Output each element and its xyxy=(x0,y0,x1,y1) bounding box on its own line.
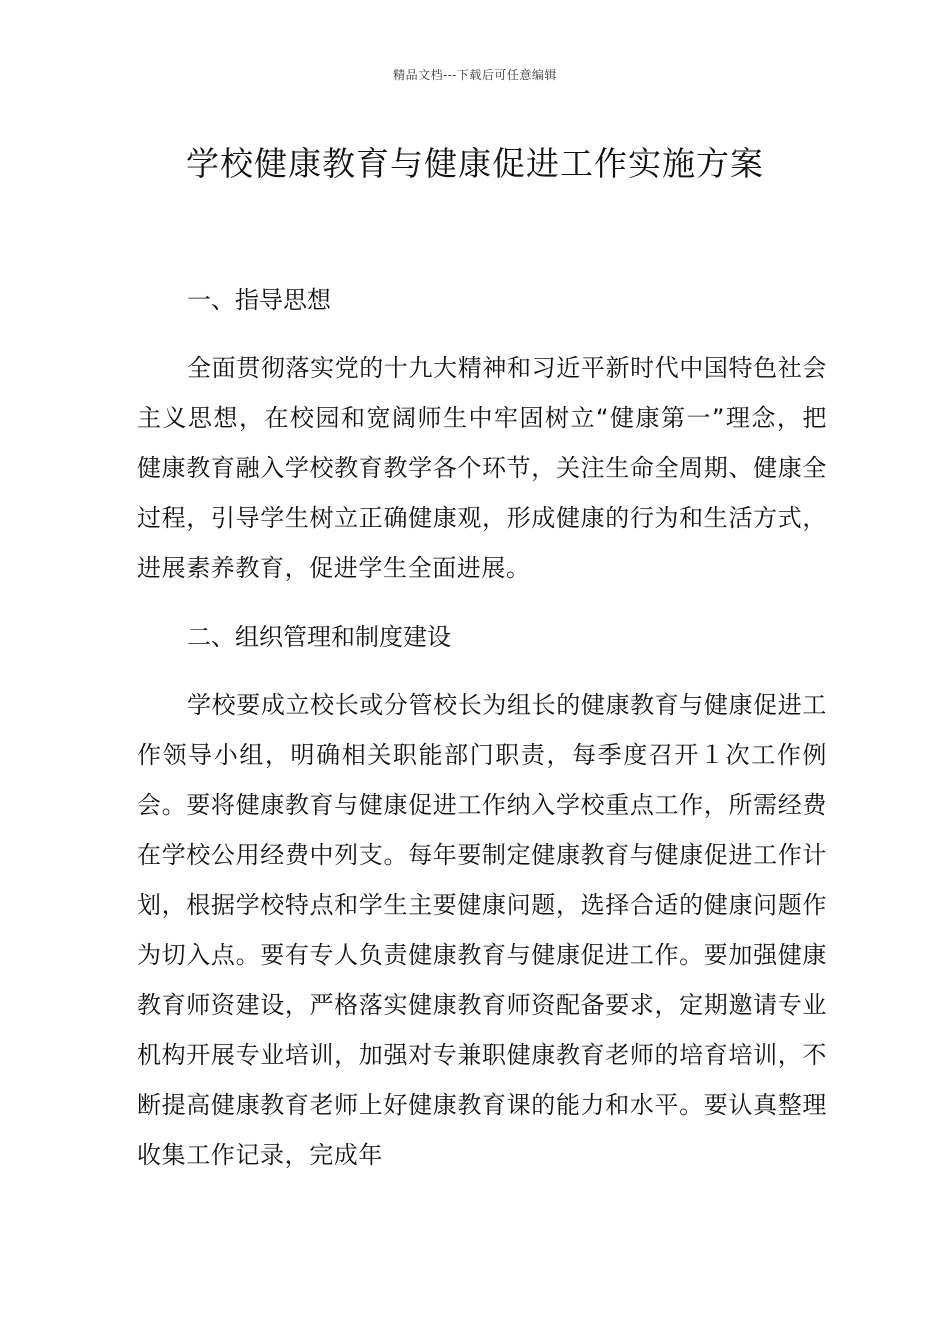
page-header-note: 精品文档---下载后可任意编辑 xyxy=(393,68,557,82)
document-body xyxy=(137,280,827,1180)
section-heading-organization: 二、组织管理和制度建设 xyxy=(187,623,451,651)
section-paragraph-organization: 学校要成立校长或分管校长为组长的健康教育与健康促进工作领导小组，明确相关职能部门职责，每季度召开１次工作例会。要将健康教育与健康促进工作纳入学校重点工作，所需经费在学校公用经费中列支。每年要制定健康教育与健康促进工作计划，根据学校特点和学生主要健康问题，选择合适的健康问题作为切入点。要有专人负责健康教育与健康促进工作。要加强健康教育师资建设，严格落实健康教育师资配备要求，定期邀请专业机构开展专业培训，加强对专兼职健康教育老师的培育培训，不断提高健康教育老师上好健康教育课的能力和水平。要认真整理收集工作记录，完成年 xyxy=(137,691,827,1169)
section-paragraph-guiding-ideology: 全面贯彻落实党的十九大精神和习近平新时代中国特色社会主义思想，在校园和宽阔师生中牢固树立“健康第一”理念，把健康教育融入学校教育教学各个环节，关注生命全周期、健康全过程，引导学生树立正确健康观，形成健康的行为和生活方式，进展素养教育，促进学生全面进展。 xyxy=(137,354,827,582)
section-heading-guiding-ideology: 一、指导思想 xyxy=(187,286,331,314)
document-title: 学校健康教育与健康促进工作实施方案 xyxy=(186,144,764,183)
